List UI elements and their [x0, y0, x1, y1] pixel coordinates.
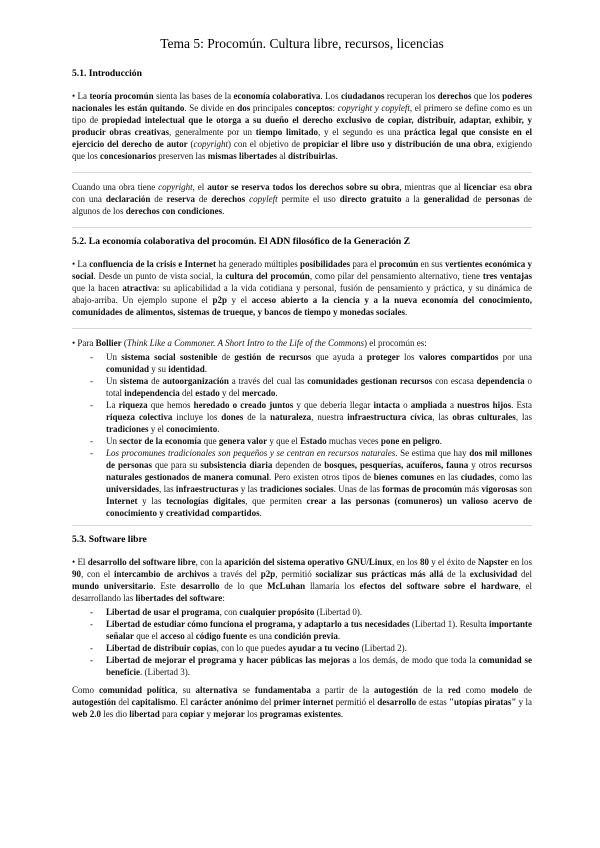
text-run: de lo que: [219, 581, 268, 591]
text-run: . Los: [320, 91, 341, 101]
text-run: , el: [192, 182, 208, 192]
bold-text: copiar: [179, 709, 205, 719]
bold-text: conceptos: [294, 103, 333, 113]
bold-text: derechos: [211, 194, 246, 204]
text-run: • Para: [72, 338, 96, 348]
text-run: , su: [175, 685, 196, 695]
text-run: son: [517, 484, 532, 494]
text-run: y que el: [267, 436, 301, 446]
text-run: , que permiten: [245, 496, 307, 506]
text-run: a los demás, de modo que toda la: [349, 655, 479, 665]
bold-text: práctica legal que consiste en el ejercicio del derecho de autor: [72, 127, 533, 149]
text-run: de: [469, 194, 486, 204]
bold-text: p2p: [212, 295, 227, 305]
bold-text: comunidad política: [98, 685, 176, 695]
section-heading-introduccion: 5.1. Introducción: [72, 68, 142, 79]
text-run: Cuando una obra tiene: [72, 182, 159, 192]
bold-text: crear a las personas (comuneros) un valioso acervo de conocimiento y creatividad compartidos: [106, 496, 533, 518]
paragraph: [72, 684, 532, 720]
bold-text: mejorar: [213, 709, 245, 719]
text-run: ha generado múltiples: [216, 259, 301, 269]
bold-text: Bollier: [95, 338, 122, 348]
bold-text: propiciar el libre uso y distribución de una obra: [302, 139, 492, 149]
list-item: [92, 642, 532, 654]
text-run: y las: [238, 484, 260, 494]
text-run: los: [399, 352, 419, 362]
bold-text: Libertad de distribuir copias: [106, 643, 217, 653]
bold-text: desarrollo del software libre: [87, 557, 196, 567]
text-run: principales: [250, 103, 295, 113]
bold-text: derechos con condiciones: [125, 206, 223, 216]
bold-text: desarrollo: [377, 697, 417, 707]
bold-text: subsistencia diaria: [200, 460, 273, 470]
bold-text: riqueza colectiva: [106, 412, 173, 422]
text-run: .: [275, 388, 278, 398]
bold-text: cultura del procomún: [225, 271, 310, 281]
bold-text: comunidades gestionan recursos: [307, 376, 433, 386]
text-run: .: [259, 508, 262, 518]
text-run: que los: [471, 91, 503, 101]
text-run: al: [184, 631, 196, 641]
bold-text: tiempo limitado: [255, 127, 318, 137]
bold-text: formas de procomún: [382, 484, 463, 494]
list-item: [92, 447, 532, 519]
bold-text: personas: [485, 194, 520, 204]
bold-text: sistema social sostenible: [121, 352, 218, 362]
text-run: .: [340, 709, 344, 719]
text-run: de: [518, 685, 532, 695]
text-run: ) el procomún es:: [364, 338, 427, 348]
list-item: [92, 375, 532, 399]
text-run: esa: [496, 182, 514, 192]
bold-text: libertades del software: [135, 593, 223, 603]
text-run: :: [332, 103, 338, 113]
text-run: de: [194, 194, 212, 204]
bold-text: ciudadanos: [340, 91, 385, 101]
bold-text: 90: [72, 569, 81, 579]
bold-text: licenciar: [463, 182, 497, 192]
bold-text: socializar sus prácticas más allá: [315, 569, 444, 579]
bold-text: comunidad se beneficie: [106, 655, 532, 677]
bold-text: "utopías piratas": [449, 697, 517, 707]
text-run: de la: [243, 412, 271, 422]
bold-text: intercambio de archivos: [114, 569, 210, 579]
bold-text: Libertad de usar el programa: [106, 607, 220, 617]
text-run: se: [237, 685, 255, 695]
bold-text: dos: [237, 103, 251, 113]
text-run: , el desarrollando las: [72, 581, 532, 603]
bold-text: comunidad: [106, 364, 150, 374]
text-run: . Este: [153, 581, 181, 591]
bold-text: fundamentaba: [254, 685, 311, 695]
bold-text: autor se reserva todos los derechos sobre su obra: [207, 182, 400, 192]
text-run: .: [337, 631, 341, 641]
text-run: del: [517, 569, 532, 579]
bold-text: obras culturales: [452, 412, 516, 422]
text-run: , como las: [494, 472, 532, 482]
text-run: del: [258, 697, 274, 707]
italic-text: copyright: [193, 139, 229, 149]
italic-text: Los procomunes tradicionales son pequeños y se centran en recursos naturales: [106, 448, 396, 458]
text-run: .: [222, 206, 225, 216]
text-run: . Se estima que hay: [395, 448, 470, 458]
text-run: y que debería llegar: [293, 400, 374, 410]
text-run: Un: [106, 376, 120, 386]
text-run: , en los: [391, 557, 420, 567]
text-run: que: [201, 436, 219, 446]
bold-text: Napster: [477, 557, 509, 567]
text-run: , mientras que al: [399, 182, 464, 192]
text-run: de: [150, 194, 167, 204]
text-run: , exigiendo que los: [72, 139, 533, 161]
bold-text: vertientes económica y social: [72, 259, 532, 281]
text-run: recuperan los: [384, 91, 438, 101]
text-run: o total: [106, 376, 532, 398]
list-item: [92, 606, 532, 618]
text-run: , nuestra: [311, 412, 348, 422]
text-run: • El: [72, 557, 88, 567]
bold-text: Internet: [106, 496, 138, 506]
page-title: Tema 5: Procomún. Cultura libre, recursos, licencias: [160, 36, 444, 51]
text-run: por una: [498, 352, 532, 362]
bold-text: modelo: [490, 685, 519, 695]
divider: [72, 328, 532, 329]
bold-text: proteger: [366, 352, 400, 362]
bold-text: alternativa: [195, 685, 238, 695]
bold-text: valores compartidos: [418, 352, 499, 362]
bold-text: procomún: [378, 259, 419, 269]
text-run: (: [187, 139, 194, 149]
text-run: en las: [433, 472, 461, 482]
bold-text: atractiva: [122, 283, 157, 293]
bold-text: cualquier propósito: [239, 607, 315, 617]
bold-text: naturaleza: [270, 412, 312, 422]
bold-text: autoorganización: [162, 376, 229, 386]
bold-text: reserva: [166, 194, 195, 204]
bold-text: independencia: [124, 388, 180, 398]
bold-text: tradiciones sociales: [259, 484, 334, 494]
bold-text: tecnologías digitales: [166, 496, 246, 506]
text-run: al: [276, 151, 288, 161]
text-run: , permitió: [275, 569, 316, 579]
text-run: y las: [137, 496, 167, 506]
text-run: en sus: [418, 259, 445, 269]
bold-text: primer internet: [273, 697, 334, 707]
bold-text: programas existentes: [259, 709, 341, 719]
text-run: , generalmente por un: [169, 127, 256, 137]
divider: [72, 172, 532, 173]
text-run: (Libertad 2).: [359, 643, 407, 653]
bold-text: estado: [195, 388, 220, 398]
bold-text: identidad: [168, 364, 205, 374]
bold-text: tradiciones: [106, 424, 149, 434]
italic-text: copyleft: [249, 194, 278, 204]
text-run: de: [217, 352, 235, 362]
text-run: incluye los: [172, 412, 222, 422]
text-run: :: [222, 593, 225, 603]
text-run: del: [179, 388, 196, 398]
bold-text: riqueza: [118, 400, 148, 410]
bullet-list: [72, 351, 532, 519]
bold-text: código fuente: [195, 631, 247, 641]
bold-text: ayudar a tu vecino: [288, 643, 360, 653]
text-run: y otros: [468, 460, 500, 470]
text-run: ) con el objetivo de: [228, 139, 303, 149]
bold-text: autogestión: [72, 697, 117, 707]
bold-text: infraestructura cívica: [347, 412, 433, 422]
text-run: del: [116, 697, 132, 707]
text-run: Como: [72, 685, 99, 695]
text-run: es una: [247, 631, 275, 641]
bold-text: red: [447, 685, 461, 695]
bold-text: obra: [514, 182, 532, 192]
text-run: como: [460, 685, 491, 695]
bold-text: carácter anónimo: [190, 697, 259, 707]
bold-text: condición previa: [274, 631, 338, 641]
text-run: que ayuda a: [311, 352, 367, 362]
text-run: (: [121, 338, 127, 348]
italic-text: copyright y copyleft: [337, 103, 410, 113]
text-run: y: [204, 709, 214, 719]
text-run: • La: [72, 259, 90, 269]
bold-text: desarrollo: [180, 581, 220, 591]
text-run: , con lo que puedes: [216, 643, 289, 653]
text-run: muchas veces: [326, 436, 381, 446]
text-run: de estas: [416, 697, 450, 707]
text-run: .: [439, 436, 442, 446]
text-run: , las: [515, 412, 533, 422]
text-run: , con el: [81, 569, 115, 579]
italic-text: Think Like a Commoner. A Short Intro to the Life of the Commons: [126, 338, 364, 348]
text-run: .: [335, 151, 338, 161]
text-run: y su: [149, 364, 169, 374]
text-run: , como pilar del pensamiento alternativo, tiene: [309, 271, 483, 281]
bold-text: infraestructuras: [175, 484, 239, 494]
text-run: . El: [175, 697, 191, 707]
text-run: de la: [418, 685, 448, 695]
bold-text: heredado o creado juntos: [193, 400, 294, 410]
bold-text: conocimiento: [166, 424, 218, 434]
bold-text: exclusividad: [469, 569, 518, 579]
bold-text: autogestión: [374, 685, 419, 695]
bold-text: confluencia de la crisis e Internet: [89, 259, 216, 269]
bold-text: bosques, pesquerías, acuíferos, fauna: [324, 460, 469, 470]
text-run: permitió el: [333, 697, 378, 707]
bold-text: economía colaborativa: [233, 91, 321, 101]
italic-text: copyright: [158, 182, 193, 192]
text-run: , con: [219, 607, 240, 617]
bold-text: dependencia: [476, 376, 525, 386]
text-run: . Desde un punto de vista social, la: [93, 271, 226, 281]
text-run: • La: [72, 91, 90, 101]
bold-text: efectos del software sobre el hardware: [359, 581, 519, 591]
text-run: , las: [432, 412, 453, 422]
text-run: . Unas de las: [333, 484, 383, 494]
text-run: de: [148, 376, 163, 386]
bold-text: capitalismo: [131, 697, 176, 707]
bullet-list: [72, 606, 532, 678]
text-run: Un: [106, 352, 122, 362]
text-run: , el primero se define como es un tipo de: [72, 103, 532, 125]
bold-text: importante señalar: [106, 619, 532, 641]
bold-text: mismas libertades: [207, 151, 277, 161]
text-run: a partir de la: [310, 685, 375, 695]
bold-text: posibilidades: [300, 259, 351, 269]
bold-text: Estado: [300, 436, 327, 446]
bold-text: Libertad de estudiar cómo funciona el programa, y adaptarlo a tus necesidades: [106, 619, 410, 629]
text-run: de la: [443, 569, 470, 579]
text-run: les dio: [101, 709, 130, 719]
bold-text: nuestros hijos: [457, 400, 512, 410]
text-run: (Libertad 0).: [314, 607, 363, 617]
text-run: para: [159, 709, 180, 719]
divider: [72, 227, 532, 228]
bold-text: ciudades: [460, 472, 495, 482]
text-run: . Esta: [511, 400, 533, 410]
text-run: La: [106, 400, 119, 410]
text-run: . Pero existen otros tipos de: [269, 472, 374, 482]
bold-text: McLuhan: [267, 581, 306, 591]
text-run: que el: [134, 631, 161, 641]
bold-text: ampliada: [410, 400, 447, 410]
bold-text: concesionarios: [100, 151, 156, 161]
bold-text: acceso abierto a la ciencia y a la nueva economía del conocimiento, comunidades de alimentos, sistemas de trueque, y bancos de tiempo y monedas sociales: [72, 295, 532, 317]
divider: [72, 525, 532, 526]
bold-text: teoría procomún: [89, 91, 154, 101]
paragraph: [72, 337, 532, 349]
list-item: [92, 618, 532, 642]
bold-text: dones: [221, 412, 244, 422]
text-run: : su aplicabilidad a la vida cotidiana y personal, fusión de pensamiento y práctica, y su dinámica de abajo-arriba. Un ejemplo supone el: [72, 283, 532, 305]
bold-text: recursos naturales gestionados de manera comunal: [106, 460, 533, 482]
bold-text: bienes comunes: [373, 472, 434, 482]
paragraph: [72, 258, 532, 318]
text-run: y la: [516, 697, 532, 707]
paragraph: [72, 181, 532, 217]
section-heading-economia-colaborativa: 5.2. La economía colaborativa del procomún. El ADN filosófico de la Generación Z: [72, 236, 410, 247]
text-run: . (Libertad 3).: [140, 667, 190, 677]
text-run: , y el segundo es una: [318, 127, 405, 137]
list-item: [92, 435, 532, 447]
text-run: . Se divide en: [184, 103, 238, 113]
bold-text: intacta: [373, 400, 400, 410]
text-run: dependen de: [272, 460, 325, 470]
text-run: permite el uso: [277, 194, 340, 204]
text-run: sienta las bases de la: [153, 91, 234, 101]
bold-text: tres ventajas: [482, 271, 532, 281]
text-run: a través del cual las: [228, 376, 308, 386]
text-run: y el éxito de: [428, 557, 478, 567]
paragraph: [72, 556, 532, 604]
text-run: que para su: [151, 460, 201, 470]
text-run: con una: [72, 194, 106, 204]
text-run: a la: [401, 194, 424, 204]
bold-text: declaración: [105, 194, 151, 204]
text-run: los: [244, 709, 260, 719]
text-run: .: [204, 364, 208, 374]
bold-text: aparición del sistema operativo GNU/Linux: [224, 557, 392, 567]
bold-text: Libertad de mejorar el programa y hacer públicas las mejoras: [106, 655, 350, 665]
bold-text: 80: [419, 557, 429, 567]
text-run: Un: [106, 436, 120, 446]
text-run: a: [446, 400, 458, 410]
text-run: y del: [219, 388, 243, 398]
section-heading-software-libre: 5.3. Software libre: [72, 534, 147, 545]
text-run: llamaría los: [305, 581, 360, 591]
bold-text: derechos: [437, 91, 472, 101]
bold-text: dos mil millones de personas: [106, 448, 532, 470]
list-item: [92, 654, 532, 678]
bold-text: universidades: [106, 484, 160, 494]
text-run: o: [399, 400, 411, 410]
bold-text: genera valor: [218, 436, 268, 446]
text-run: en los: [508, 557, 532, 567]
paragraph: [72, 90, 532, 162]
text-run: preserven las: [156, 151, 208, 161]
bold-text: pone en peligro: [380, 436, 440, 446]
text-run: , las: [159, 484, 176, 494]
bold-text: acceso: [160, 631, 185, 641]
text-run: .: [217, 424, 220, 434]
bold-text: web 2.0: [72, 709, 101, 719]
bold-text: p2p: [260, 569, 276, 579]
bold-text: mundo universitario: [72, 581, 154, 591]
bold-text: propiedad intelectual que le otorga a su dueño el derecho exclusivo de copiar, distribuir, adaptar, exhibir, y producir obras creativas: [72, 115, 532, 137]
bold-text: gestión de recursos: [234, 352, 312, 362]
text-run: más: [462, 484, 482, 494]
text-run: con escasa: [432, 376, 477, 386]
text-run: para el: [350, 259, 379, 269]
bold-text: sistema: [119, 376, 149, 386]
list-item: [92, 399, 532, 435]
text-run: que hemos: [147, 400, 194, 410]
text-run: a través del: [209, 569, 261, 579]
bold-text: sector de la economía: [119, 436, 202, 446]
text-run: .: [405, 307, 408, 317]
text-run: que la hacen: [72, 283, 123, 293]
text-run: y el: [227, 295, 252, 305]
bold-text: vigorosas: [481, 484, 518, 494]
text-run: de algunos de los: [72, 194, 532, 216]
text-run: (Libertad 1). Resulta: [409, 619, 489, 629]
text-run: , con la: [195, 557, 225, 567]
text-run: y el: [148, 424, 167, 434]
bold-text: libertad: [129, 709, 160, 719]
bold-text: distribuirlas: [287, 151, 336, 161]
bold-text: generalidad: [423, 194, 470, 204]
list-item: [92, 351, 532, 375]
bold-text: directo gratuito: [339, 194, 402, 204]
bold-text: poderes nacionales les están quitando: [72, 91, 533, 113]
bold-text: mercado: [242, 388, 276, 398]
